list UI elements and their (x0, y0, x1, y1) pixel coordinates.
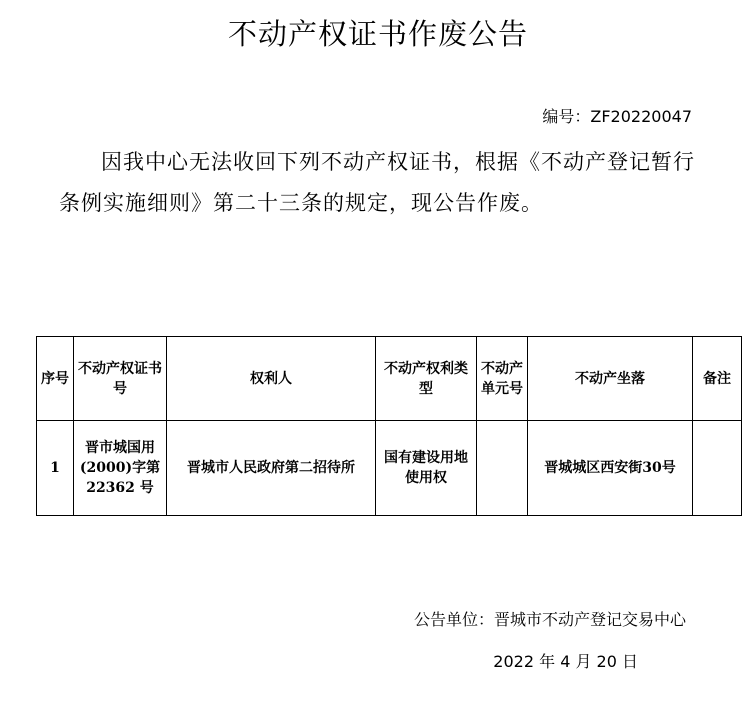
header-remarks: 备注 (693, 337, 742, 421)
cell-index: 1 (37, 421, 74, 516)
issuing-organization: 公告单位：晋城市不动产登记交易中心 (413, 610, 686, 629)
header-right-type: 不动产权利类型 (376, 337, 477, 421)
cell-right-type: 国有建设用地使用权 (376, 421, 477, 516)
header-unit-number: 不动产单元号 (477, 337, 528, 421)
cell-remarks (693, 421, 742, 516)
cell-unit-number (477, 421, 528, 516)
table-header-row (37, 337, 742, 421)
cell-certificate-number: 晋市城国用(2000)字第 22362 号 (74, 421, 167, 516)
document-number: 编号：ZF20220047 (542, 107, 692, 126)
table-row (37, 421, 742, 516)
certificate-table (36, 336, 742, 516)
issue-date: 2022 年 4 月 20 日 (493, 652, 638, 671)
header-index: 序号 (37, 337, 74, 421)
notice-body: 因我中心无法收回下列不动产权证书，根据《不动产登记暂行条例实施细则》第二十三条的规定，现公告作废。 (59, 150, 695, 215)
header-location: 不动产坐落 (528, 337, 693, 421)
cell-right-holder: 晋城市人民政府第二招待所 (167, 421, 376, 516)
cell-location: 晋城城区西安街30号 (528, 421, 693, 516)
page-title: 不动产权证书作废公告 (227, 17, 528, 51)
header-right-holder: 权利人 (167, 337, 376, 421)
header-certificate-number: 不动产权证书号 (74, 337, 167, 421)
